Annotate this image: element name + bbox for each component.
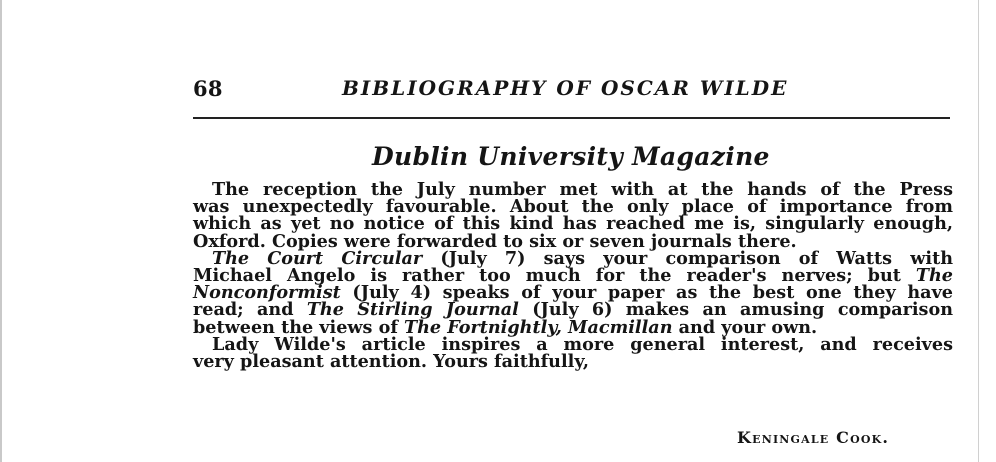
paragraph-3 bbox=[193, 333, 953, 373]
text-line: Oxford. Copies were forwarded to six or seven journals there. bbox=[193, 230, 797, 252]
text-run: between the views of bbox=[193, 316, 405, 338]
right-scroll-gutter bbox=[978, 0, 996, 462]
text-run: (July 7) says your comparison of Watts with bbox=[422, 247, 953, 269]
text-run: (July 4) speaks of your paper as the best one they have bbox=[340, 282, 953, 304]
article-body bbox=[193, 179, 953, 373]
text-run: Michael Angelo is rather too much for the reader's nerves; but bbox=[193, 265, 916, 287]
journal-title: The Court Circular bbox=[212, 247, 423, 269]
paragraph-1 bbox=[193, 181, 953, 250]
journal-title: The bbox=[915, 265, 953, 287]
text-line: Lady Wilde's article inspires a more general interest, and receives bbox=[212, 333, 953, 355]
header-rule bbox=[193, 117, 950, 119]
text-line: very pleasant attention. Yours faithfully, bbox=[193, 351, 590, 373]
text-line: which as yet no notice of this kind has reached me is, singularly enough, bbox=[193, 213, 953, 235]
journal-title: Nonconformist bbox=[193, 282, 341, 304]
article-title: Dublin University Magazine bbox=[372, 142, 770, 171]
page-number: 68 bbox=[193, 76, 223, 101]
text-line: The reception the July number met with at the hands of the Press bbox=[212, 179, 953, 200]
signature: Keningale Cook. bbox=[737, 428, 890, 447]
journal-title: The Fortnightly, Macmillan bbox=[404, 316, 673, 338]
text-run: (July 6) makes an amusing comparison bbox=[518, 299, 953, 321]
text-run: and your own. bbox=[672, 316, 818, 338]
paragraph-2 bbox=[193, 247, 953, 338]
journal-title: The Stirling Journal bbox=[306, 299, 519, 321]
text-line: was unexpectedly favourable. About the only place of importance from bbox=[193, 196, 953, 218]
running-header: BIBLIOGRAPHY OF OSCAR WILDE bbox=[342, 76, 789, 100]
text-run: read; and bbox=[193, 299, 307, 321]
